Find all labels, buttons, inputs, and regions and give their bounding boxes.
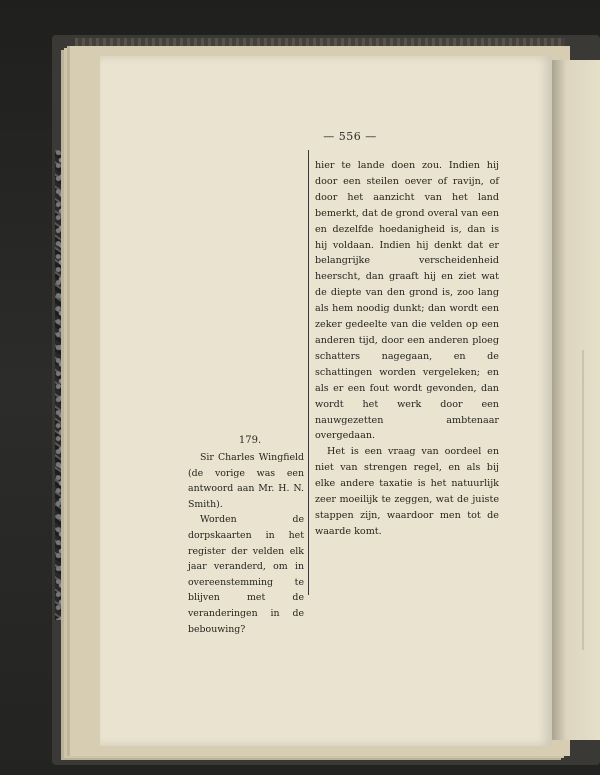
bleed-through-mark [582,350,584,650]
page-number: — 556 — [323,130,377,143]
main-paragraph-2: Het is een vraag van oordeel en niet van strengen regel, en als bij elke andere taxatie is het natuurlijk zeer moeilijk te zeggen, wat de juiste stappen zijn, waardoor men tot de waarde komt. [315,446,499,537]
side-paragraph-1: Sir Charles Wingfield (de vorige was een antwoord aan Mr. H. N. Smith). [188,452,304,510]
main-paragraph-1: hier te lande doen zou. Indien hij door een steilen oever of ravijn, of door het aanzicht van het land bemerkt, dat de grond overal van een en dezelfde hoedanigheid is, dan is hij voldaan. Indien hij denkt dat er belangrijke verscheidenheid heerscht, dan graaft hij en ziet wat de diepte van den grond is, zoo lang als hem noodig dunkt; dan wordt een zeker gedeelte van die velden op een anderen tijd, door een anderen ploeg schatters nagegaan, en de schattingen worden vergeleken; en als er een fout wordt gevonden, dan wordt het werk door een nauwgezetten ambtenaar overgedaan. [315,160,499,442]
facing-page-edge [552,60,600,740]
column-divider [308,150,309,595]
side-column [188,450,304,637]
question-number: 179. [238,435,262,446]
side-paragraph-2: Worden de dorpskaarten in het register der velden elk jaar veranderd, om in overeenstemming te blijven met de veranderingen in de bebouwing? [188,514,304,635]
main-column [315,158,499,540]
